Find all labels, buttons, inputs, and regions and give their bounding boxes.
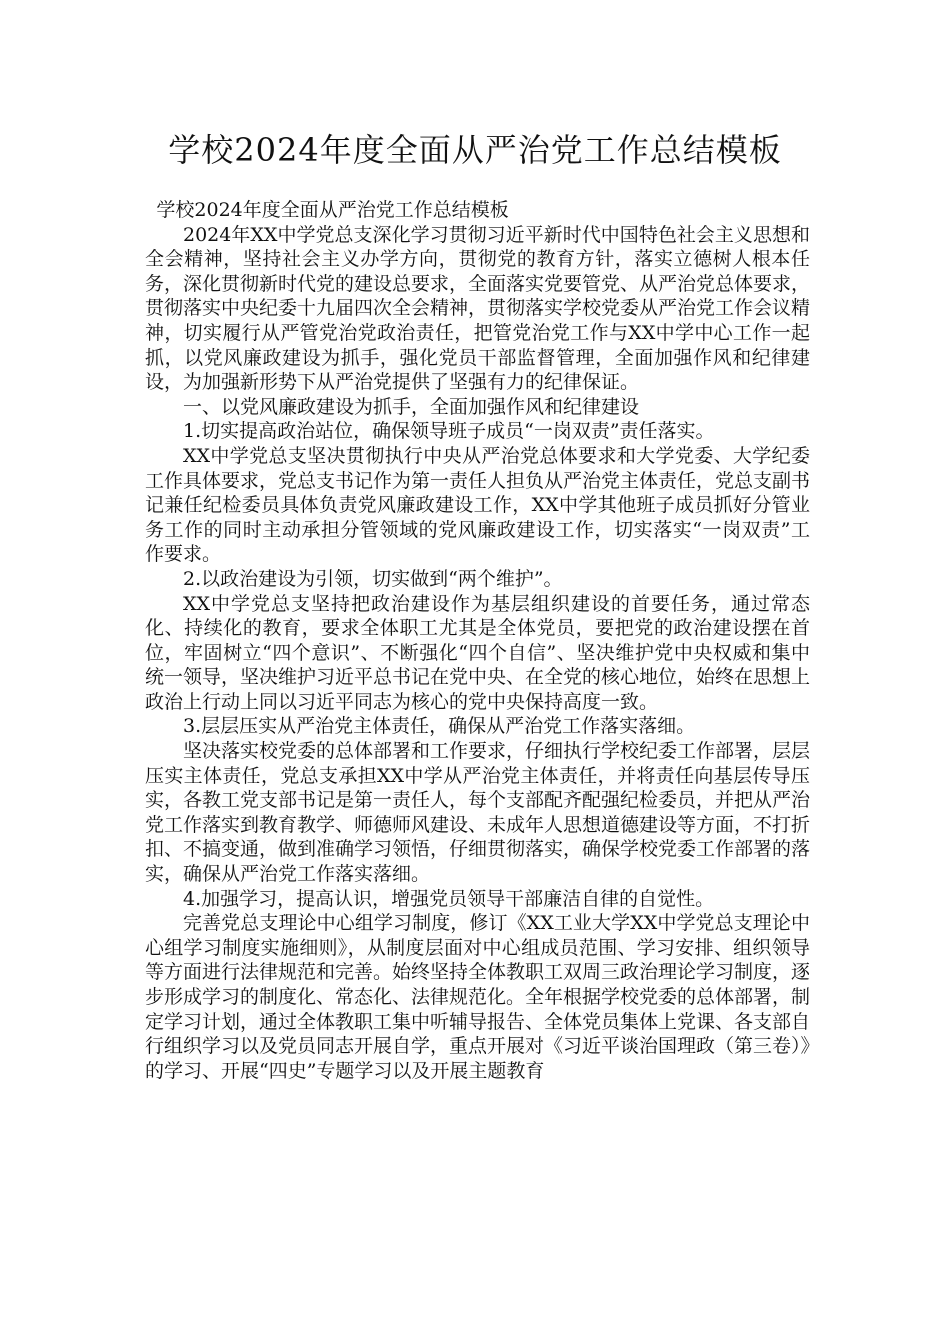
subheading-2: 2.以政治建设为引领，切实做到“两个维护”。 <box>183 567 563 590</box>
document-subtitle: 学校2024年度全面从严治党工作总结模板 <box>156 199 509 221</box>
document-title: 学校2024年度全面从严治党工作总结模板 <box>168 131 782 169</box>
document-body <box>145 198 810 1083</box>
subheading-3: 3.层层压实从严治党主体责任，确保从严治党工作落实落细。 <box>183 715 696 738</box>
subheading-1: 1.切实提高政治站位，确保领导班子成员“一岗双责”责任落实。 <box>183 420 715 443</box>
body-paragraph-1: XX中学党总支坚决贯彻执行中央从严治党总体要求和大学党委、大学纪委工作具体要求，党总支书记作为第一责任人担负从严治党主体责任，党总支副书记兼任纪检委员具体负责党风廉政建设工作，XX中学其他班子成员抓好分管业务工作的同时主动承担分管领域的党风廉政建设工作，切实落实“一岗双责”工作要求。 <box>145 444 811 566</box>
body-paragraph-2: XX中学党总支坚持把政治建设作为基层组织建设的首要任务，通过常态化、持续化的教育，要求全体职工尤其是全体党员，要把党的政治建设摆在首位，牢固树立“四个意识”、不断强化“四个自信”、坚决维护党中央权威和集中统一领导，坚决维护习近平总书记在党中央、在全党的核心地位，始终在思想上政治上行动上同以习近平同志为核心的党中央保持高度一致。 <box>145 592 811 713</box>
section-heading-1: 一、以党风廉政建设为抓手，全面加强作风和纪律建设 <box>183 395 640 418</box>
body-paragraph-3: 坚决落实校党委的总体部署和工作要求，仔细执行学校纪委工作部署，层层压实主体责任，党总支承担XX中学从严治党主体责任，并将责任向基层传导压实，各教工党支部书记是第一责任人，每个支部配齐配强纪检委员，并把从严治党工作落实到教育教学、师德师风建设、未成年人思想道德建设等方面，不打折扣、不搞变通，做到准确学习领悟，仔细贯彻落实，确保学校党委工作部署的落实，确保从严治党工作落实落细。 <box>145 740 811 886</box>
intro-paragraph: 2024年XX中学党总支深化学习贯彻习近平新时代中国特色社会主义思想和全会精神，坚持社会主义办学方向，贯彻党的教育方针，落实立德树人根本任务，深化贯彻新时代党的建设总要求，全面落实党要管党、从严治党总体要求，贯彻落实中央纪委十九届四次全会精神，贯彻落实学校党委从严治党工作会议精神，切实履行从严管党治党政治责任，把管党治党工作与XX中学中心工作一起抓，以党风廉政建设为抓手，强化党员干部监督管理，全面加强作风和纪律建设，为加强新形势下从严治党提供了坚强有力的纪律保证。 <box>145 223 811 394</box>
body-paragraph-4: 完善党总支理论中心组学习制度，修订《XX工业大学XX中学党总支理论中心组学习制度实施细则》，从制度层面对中心组成员范围、学习安排、组织领导等方面进行法律规范和完善。始终坚持全体教职工双周三政治理论学习制度，逐步形成学习的制度化、常态化、法律规范化。全年根据学校党委的总体部署，制定学习计划，通过全体教职工集中听辅导报告、全体党员集体上党课、各支部自行组织学习以及党员同志开展自学，重点开展对《习近平谈治国理政（第三卷）》的学习、开展“四史”专题学习以及开展主题教育 <box>145 912 811 1082</box>
subheading-4: 4.加强学习，提高认识，增强党员领导干部廉洁自律的自觉性。 <box>183 887 715 910</box>
